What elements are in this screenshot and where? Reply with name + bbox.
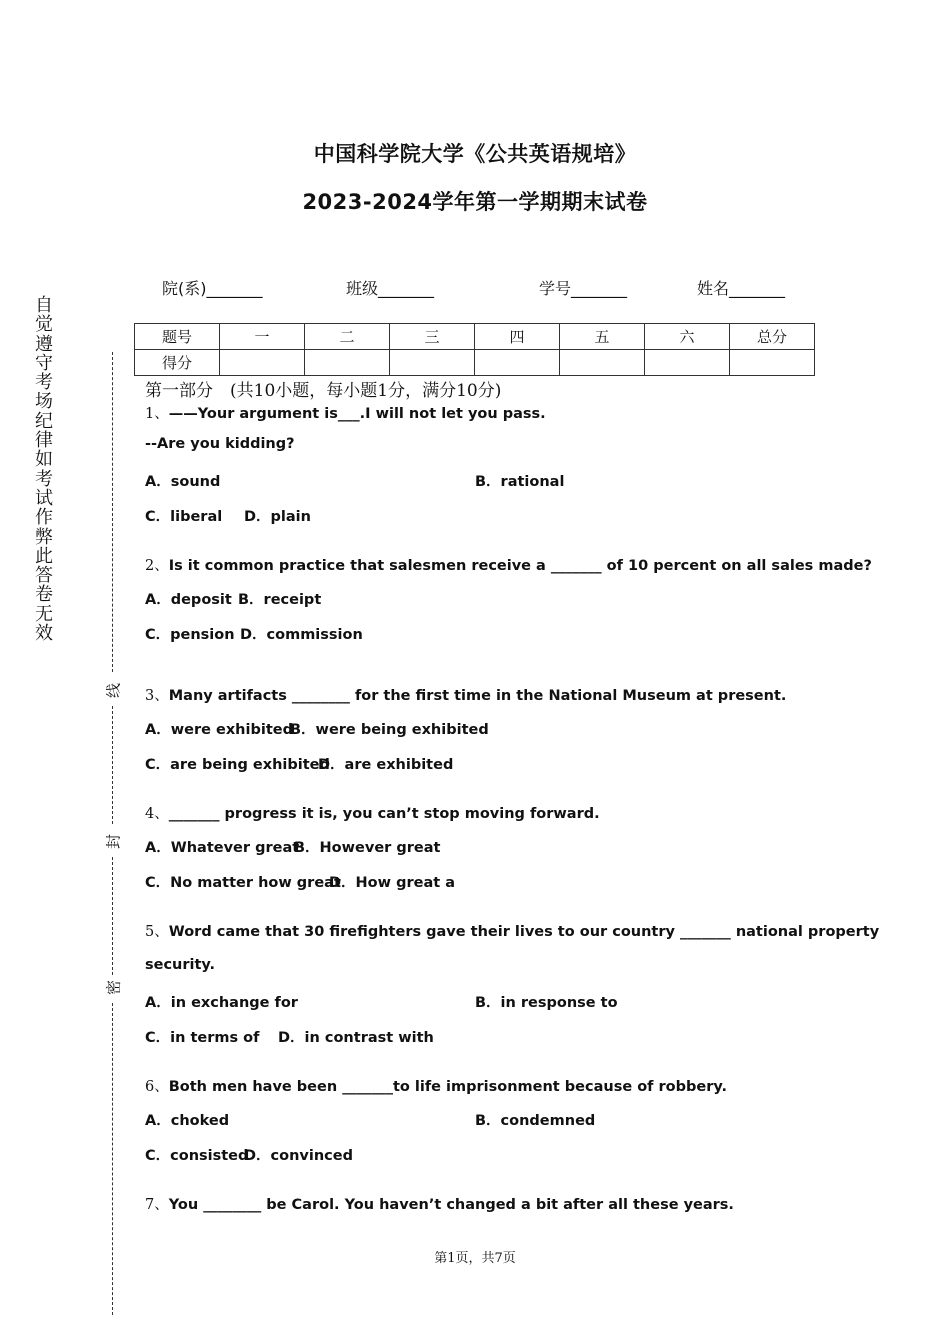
table-cell: 二 [305, 324, 390, 350]
option-b[interactable]: B．condemned [475, 1113, 596, 1129]
score-cell[interactable] [645, 350, 730, 376]
table-cell: 三 [390, 324, 475, 350]
question-text: Is it common practice that salesmen receive a _______ of 10 percent on all sales made? [168, 558, 872, 574]
option-a[interactable]: A．choked [145, 1113, 230, 1129]
section-title: 第一部分 (共10小题，每小题1分，满分10分) [145, 381, 502, 401]
seal-mark-feng: 封 [104, 834, 123, 850]
question-1-line2: --Are you kidding? [145, 436, 295, 452]
option-d[interactable]: D．in contrast with [278, 1030, 434, 1046]
table-cell: 题号 [135, 324, 220, 350]
seal-mark-xian: 线 [104, 683, 123, 699]
option-a[interactable]: A．sound [145, 474, 221, 490]
table-cell: 总分 [730, 324, 815, 350]
question-4 [145, 802, 600, 823]
option-b[interactable]: B．in response to [475, 995, 618, 1011]
option-c[interactable]: C．consisted [145, 1148, 249, 1164]
question-5 [145, 920, 879, 941]
question-text: ——Your argument is___.I will not let you pass. [168, 406, 546, 422]
option-b[interactable]: B．receipt [238, 592, 322, 608]
question-number: 4、 [145, 806, 169, 822]
question-text: Word came that 30 firefighters gave their lives to our country _______ national property [168, 924, 880, 940]
question-text: Many artifacts ________ for the first time in the National Museum at present. [168, 688, 787, 704]
question-7 [145, 1193, 734, 1214]
option-a[interactable]: A．Whatever great [145, 840, 300, 856]
score-cell[interactable] [475, 350, 560, 376]
question-text: _______ progress it is, you can’t stop moving forward. [168, 806, 600, 822]
question-3 [145, 684, 786, 705]
question-number: 5、 [145, 924, 169, 940]
option-c[interactable]: C．pension [145, 627, 235, 643]
class-field: 班级_______ [346, 279, 435, 298]
option-c[interactable]: C．No matter how great [145, 875, 341, 891]
question-text: You ________ be Carol. You haven’t changed a bit after all these years. [168, 1197, 734, 1213]
score-table [134, 323, 815, 376]
question-2 [145, 554, 872, 575]
option-d[interactable]: D．plain [244, 509, 311, 525]
seal-line-segment [112, 352, 113, 672]
option-a[interactable]: A．deposit [145, 592, 232, 608]
option-d[interactable]: D．are exhibited [318, 757, 454, 773]
option-d[interactable]: D．How great a [329, 875, 455, 891]
question-text: Both men have been _______to life imprisonment because of robbery. [168, 1079, 728, 1095]
table-cell: 五 [560, 324, 645, 350]
seal-mark-mi: 密 [104, 980, 123, 996]
table-cell: 六 [645, 324, 730, 350]
score-cell[interactable] [560, 350, 645, 376]
score-cell[interactable] [220, 350, 305, 376]
option-a[interactable]: A．in exchange for [145, 995, 298, 1011]
question-number: 3、 [145, 688, 169, 704]
option-c[interactable]: C．in terms of [145, 1030, 260, 1046]
option-b[interactable]: B．were being exhibited [290, 722, 489, 738]
option-b[interactable]: B．rational [475, 474, 565, 490]
option-c[interactable]: C．are being exhibited [145, 757, 330, 773]
option-d[interactable]: D．convinced [244, 1148, 353, 1164]
score-cell[interactable] [730, 350, 815, 376]
page-footer: 第1页，共7页 [434, 1251, 516, 1266]
question-number: 2、 [145, 558, 169, 574]
question-5-line2: security. [145, 957, 216, 973]
student-id-field: 学号_______ [539, 279, 628, 298]
table-cell: 一 [220, 324, 305, 350]
option-c[interactable]: C．liberal [145, 509, 223, 525]
department-field: 院(系)_______ [162, 279, 263, 298]
seal-line-segment [112, 857, 113, 975]
question-number: 7、 [145, 1197, 169, 1213]
score-table-header-row [135, 324, 815, 350]
table-cell: 得分 [135, 350, 220, 376]
option-a[interactable]: A．were exhibited [145, 722, 293, 738]
seal-line-segment [112, 706, 113, 824]
question-number: 1、 [145, 406, 169, 422]
score-cell[interactable] [305, 350, 390, 376]
question-6 [145, 1075, 727, 1096]
option-b[interactable]: B．However great [294, 840, 441, 856]
margin-note: 自觉遵守考场纪律如考试作弊此答卷无效 [35, 295, 53, 645]
option-d[interactable]: D．commission [240, 627, 363, 643]
seal-line-segment [112, 1003, 113, 1315]
exam-title: 中国科学院大学《公共英语规培》 [313, 142, 637, 166]
name-field: 姓名_______ [697, 279, 786, 298]
score-cell[interactable] [390, 350, 475, 376]
question-1 [145, 402, 546, 423]
score-table-score-row [135, 350, 815, 376]
question-number: 6、 [145, 1079, 169, 1095]
exam-subtitle: 2023-2024学年第一学期期末试卷 [302, 190, 648, 214]
table-cell: 四 [475, 324, 560, 350]
